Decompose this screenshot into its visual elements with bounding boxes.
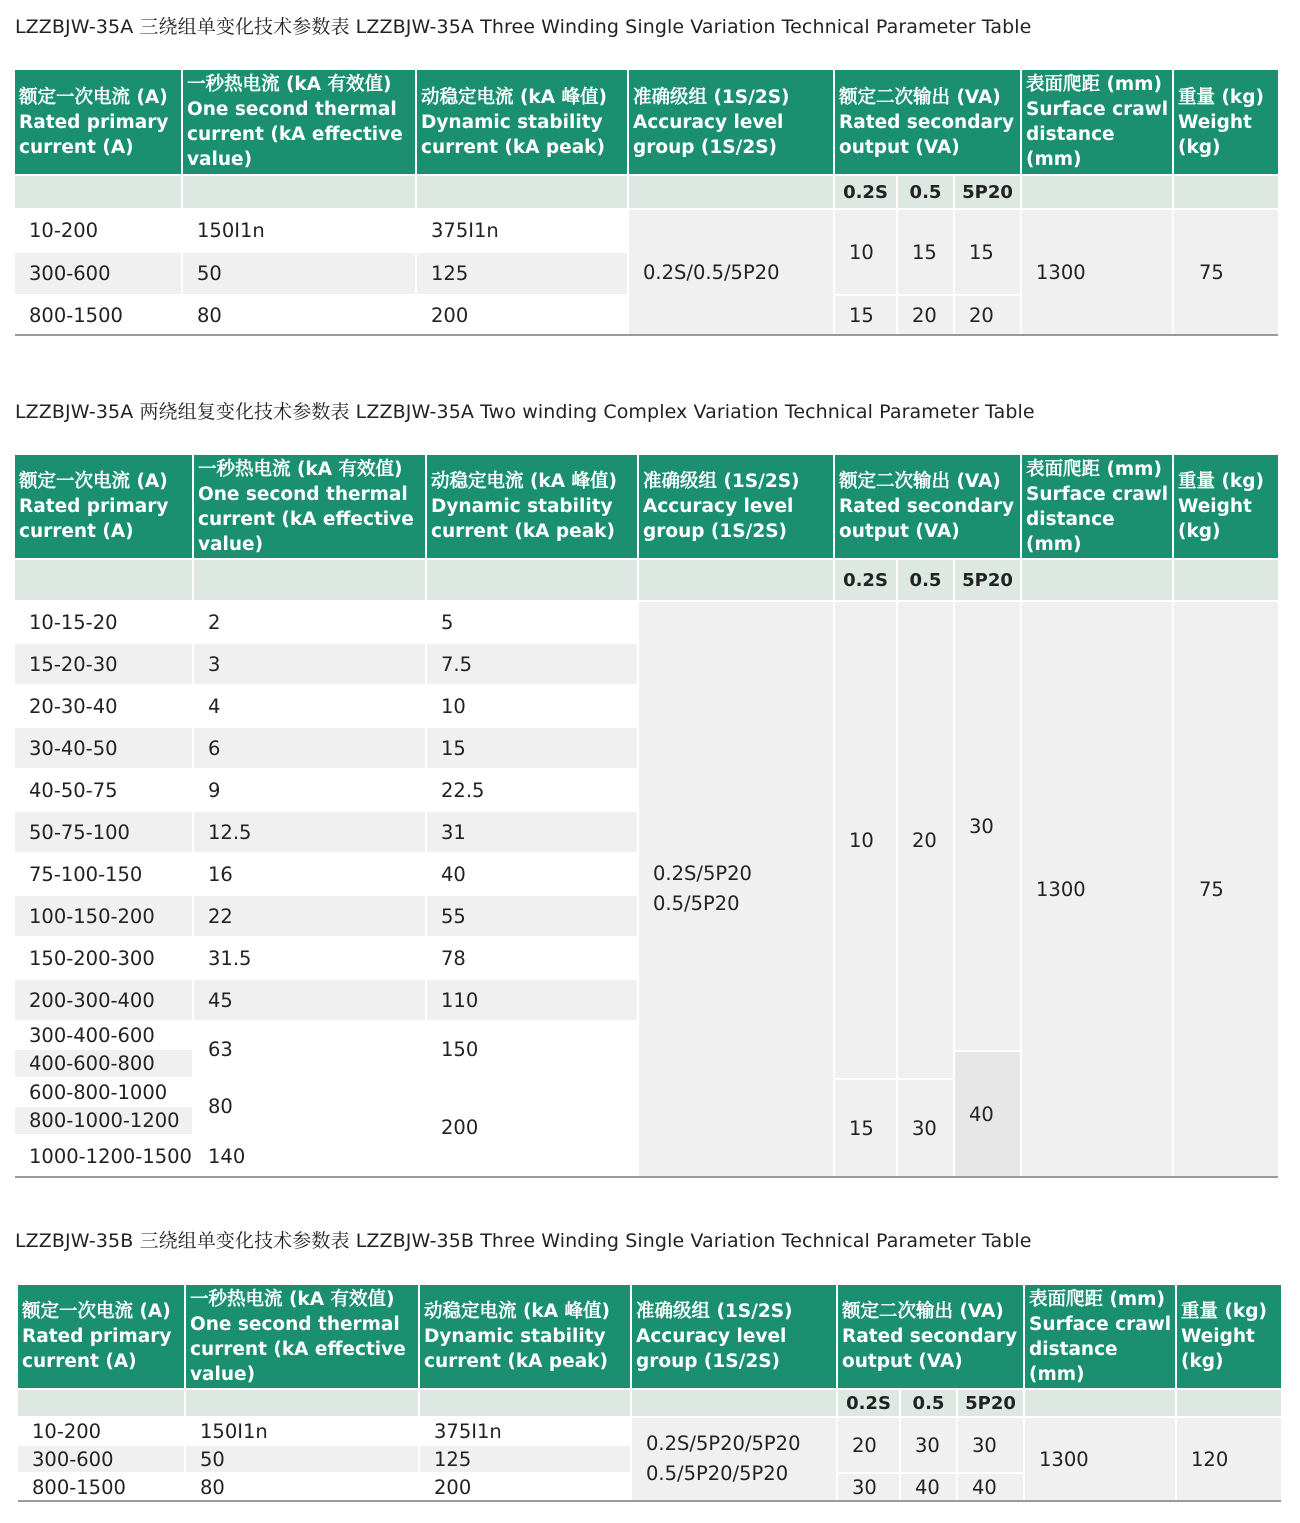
output-5p20: 30 — [955, 602, 1020, 1050]
output-5p20: 30 — [958, 1418, 1023, 1472]
row-current: 75-100-150 — [15, 854, 192, 894]
row-thermal: 63 — [194, 1022, 425, 1077]
header-rated-primary-current — [15, 455, 192, 558]
row-thermal: 50 — [186, 1446, 418, 1472]
header-label: 动稳定电流 (kA 峰值) Dynamic stability current (kA peak) — [431, 471, 617, 542]
header-label: 表面爬距 (mm) Surface crawl distance (mm) — [1029, 1288, 1172, 1385]
subheader-0-2s: 0.2S — [835, 560, 896, 600]
table-bottom-rule — [18, 1500, 1281, 1502]
header-label: 重量 (kg) Weight (kg) — [1181, 1301, 1267, 1372]
row-current: 10-15-20 — [15, 602, 192, 642]
row-dynamic: 78 — [427, 938, 637, 978]
row-current: 50-75-100 — [15, 812, 192, 852]
header-label: 额定二次输出 (VA) Rated secondary output (VA) — [842, 1301, 1018, 1372]
header-label: 一秒热电流 (kA 有效值) One second thermal current (kA effective value) — [187, 74, 403, 170]
row-current: 15-20-30 — [15, 644, 192, 684]
output-0-2s: 10 — [835, 602, 896, 1078]
row-thermal: 45 — [194, 980, 425, 1020]
row-thermal: 50 — [183, 253, 415, 294]
weight-value: 75 — [1174, 602, 1278, 1176]
header-label: 额定一次电流 (A) Rated primary current (A) — [19, 471, 169, 542]
output-5p20: 40 — [958, 1474, 1023, 1500]
row-thermal: 12.5 — [194, 812, 425, 852]
row-current: 300-600 — [18, 1446, 184, 1472]
subheader-blank — [186, 1390, 418, 1416]
header-accuracy-group — [632, 1285, 836, 1388]
header-label: 重量 (kg) Weight (kg) — [1178, 471, 1264, 542]
table-bottom-rule — [15, 334, 1278, 336]
header-weight — [1174, 455, 1278, 558]
header-label: 准确级组 (1S/2S) Accuracy level group (1S/2S) — [643, 471, 800, 542]
output-0-2s: 20 — [838, 1418, 899, 1472]
header-label: 准确级组 (1S/2S) Accuracy level group (1S/2S) — [633, 86, 790, 158]
row-thermal: 3 — [194, 644, 425, 684]
accuracy-line: 0.2S/5P20 — [653, 862, 752, 885]
row-current: 800-1000-1200 — [15, 1107, 192, 1134]
row-dynamic: 125 — [420, 1446, 630, 1472]
header-rated-primary-current — [15, 70, 181, 174]
row-thermal: 80 — [183, 296, 415, 334]
output-0-5: 40 — [901, 1474, 956, 1500]
table-bottom-rule — [15, 1176, 1278, 1178]
accuracy-value: 0.2S/0.5/5P20 — [629, 210, 833, 334]
row-current: 100-150-200 — [15, 896, 192, 936]
subheader-blank — [417, 176, 627, 208]
table1-title: LZZBJW-35A 三绕组单变化技术参数表 LZZBJW-35A Three Winding Single Variation Technical Parameter Table — [15, 16, 1032, 38]
subheader-blank — [1174, 176, 1278, 208]
header-secondary-output — [835, 455, 1020, 558]
header-creep-distance — [1022, 455, 1172, 558]
accuracy-line: 0.2S/5P20/5P20 — [646, 1432, 801, 1455]
row-current: 300-600 — [15, 253, 181, 294]
row-dynamic: 40 — [427, 854, 637, 894]
subheader-blank — [1025, 1390, 1175, 1416]
subheader-5p20: 5P20 — [955, 560, 1020, 600]
output-0-2s: 10 — [835, 210, 896, 294]
row-dynamic: 15 — [427, 728, 637, 768]
subheader-0-5: 0.5 — [898, 176, 953, 208]
output-0-5: 15 — [898, 210, 953, 294]
row-dynamic: 7.5 — [427, 644, 637, 684]
row-current: 300-400-600 — [15, 1022, 192, 1049]
subheader-blank — [632, 1390, 836, 1416]
header-label: 一秒热电流 (kA 有效值) One second thermal current (kA effective value) — [190, 1288, 406, 1385]
header-thermal-current — [194, 455, 425, 558]
row-current: 800-1500 — [15, 296, 181, 334]
header-creep-distance — [1025, 1285, 1175, 1388]
header-accuracy-group — [639, 455, 833, 558]
subheader-blank — [1022, 560, 1172, 600]
row-current: 600-800-1000 — [15, 1079, 192, 1106]
header-label: 一秒热电流 (kA 有效值) One second thermal current (kA effective value) — [198, 458, 414, 555]
row-dynamic: 5 — [427, 602, 637, 642]
row-current: 40-50-75 — [15, 770, 192, 810]
subheader-blank — [420, 1390, 630, 1416]
header-weight — [1174, 70, 1278, 174]
header-label: 额定一次电流 (A) Rated primary current (A) — [22, 1301, 172, 1372]
subheader-0-2s: 0.2S — [835, 176, 896, 208]
output-0-5: 30 — [898, 1080, 953, 1176]
output-0-2s: 15 — [835, 1080, 896, 1176]
row-current: 20-30-40 — [15, 686, 192, 726]
subheader-0-2s: 0.2S — [838, 1390, 899, 1416]
output-0-2s: 15 — [835, 296, 896, 334]
header-label: 准确级组 (1S/2S) Accuracy level group (1S/2S) — [636, 1301, 793, 1372]
weight-value: 75 — [1174, 210, 1278, 334]
subheader-blank — [427, 560, 637, 600]
output-5p20: 15 — [955, 210, 1020, 294]
subheader-blank — [1022, 176, 1172, 208]
subheader-5p20: 5P20 — [955, 176, 1020, 208]
row-dynamic: 125 — [417, 253, 627, 294]
row-current: 200-300-400 — [15, 980, 192, 1020]
weight-value: 120 — [1177, 1418, 1281, 1500]
accuracy-value — [632, 1418, 836, 1500]
row-thermal: 4 — [194, 686, 425, 726]
row-thermal: 9 — [194, 770, 425, 810]
row-current: 150-200-300 — [15, 938, 192, 978]
header-thermal-current — [183, 70, 415, 174]
table3-title: LZZBJW-35B 三绕组单变化技术参数表 LZZBJW-35B Three Winding Single Variation Technical Parameter Table — [15, 1230, 1032, 1252]
row-thermal: 2 — [194, 602, 425, 642]
subheader-blank — [18, 1390, 184, 1416]
subheader-blank — [183, 176, 415, 208]
row-dynamic: 200 — [417, 296, 627, 334]
output-5p20: 40 — [955, 1052, 1020, 1176]
header-label: 表面爬距 (mm) Surface crawl distance (mm) — [1026, 74, 1169, 170]
subheader-5p20: 5P20 — [958, 1390, 1023, 1416]
row-thermal: 16 — [194, 854, 425, 894]
subheader-blank — [1177, 1390, 1281, 1416]
subheader-blank — [194, 560, 425, 600]
subheader-blank — [639, 560, 833, 600]
row-current: 10-200 — [18, 1418, 184, 1444]
header-label: 额定一次电流 (A) Rated primary current (A) — [19, 86, 169, 158]
row-current: 1000-1200-1500 — [15, 1136, 192, 1176]
accuracy-line: 0.5/5P20 — [653, 892, 740, 915]
row-current: 10-200 — [15, 210, 181, 251]
row-dynamic: 375I1n — [417, 210, 627, 251]
row-thermal: 80 — [194, 1079, 425, 1134]
header-secondary-output — [835, 70, 1020, 174]
header-label: 动稳定电流 (kA 峰值) Dynamic stability current (kA peak) — [421, 86, 607, 158]
header-dynamic-current — [427, 455, 637, 558]
row-thermal: 31.5 — [194, 938, 425, 978]
row-dynamic: 22.5 — [427, 770, 637, 810]
header-label: 额定二次输出 (VA) Rated secondary output (VA) — [839, 86, 1015, 158]
row-thermal: 22 — [194, 896, 425, 936]
header-weight — [1177, 1285, 1281, 1388]
row-dynamic: 55 — [427, 896, 637, 936]
subheader-blank — [15, 560, 192, 600]
row-dynamic: 31 — [427, 812, 637, 852]
creep-value: 1300 — [1022, 602, 1172, 1176]
output-0-5: 20 — [898, 602, 953, 1078]
header-accuracy-group — [629, 70, 833, 174]
accuracy-line: 0.5/5P20/5P20 — [646, 1462, 789, 1485]
row-current: 400-600-800 — [15, 1050, 192, 1077]
accuracy-value — [639, 602, 833, 1176]
output-0-5: 20 — [898, 296, 953, 334]
row-dynamic: 200 — [420, 1474, 630, 1500]
header-creep-distance — [1022, 70, 1172, 174]
table2-title: LZZBJW-35A 两绕组复变化技术参数表 LZZBJW-35A Two winding Complex Variation Technical Parameter Table — [15, 401, 1035, 423]
row-thermal: 6 — [194, 728, 425, 768]
header-dynamic-current — [417, 70, 627, 174]
header-thermal-current — [186, 1285, 418, 1388]
header-label: 表面爬距 (mm) Surface crawl distance (mm) — [1026, 458, 1169, 555]
row-current: 30-40-50 — [15, 728, 192, 768]
output-0-2s: 30 — [838, 1474, 899, 1500]
row-dynamic: 150 — [427, 1022, 637, 1077]
output-5p20: 20 — [955, 296, 1020, 334]
row-current: 800-1500 — [18, 1474, 184, 1500]
creep-value: 1300 — [1025, 1418, 1175, 1500]
row-thermal: 150I1n — [186, 1418, 418, 1444]
subheader-blank — [1174, 560, 1278, 600]
subheader-blank — [15, 176, 181, 208]
row-thermal: 140 — [194, 1136, 425, 1176]
header-label: 额定二次输出 (VA) Rated secondary output (VA) — [839, 471, 1015, 542]
output-0-5: 30 — [901, 1418, 956, 1472]
subheader-blank — [629, 176, 833, 208]
header-secondary-output — [838, 1285, 1023, 1388]
subheader-0-5: 0.5 — [901, 1390, 956, 1416]
row-dynamic: 10 — [427, 686, 637, 726]
subheader-0-5: 0.5 — [898, 560, 953, 600]
row-dynamic: 110 — [427, 980, 637, 1020]
header-rated-primary-current — [18, 1285, 184, 1388]
header-dynamic-current — [420, 1285, 630, 1388]
row-thermal: 80 — [186, 1474, 418, 1500]
header-label: 动稳定电流 (kA 峰值) Dynamic stability current (kA peak) — [424, 1301, 610, 1372]
header-label: 重量 (kg) Weight (kg) — [1178, 86, 1264, 158]
creep-value: 1300 — [1022, 210, 1172, 334]
row-dynamic: 375I1n — [420, 1418, 630, 1444]
row-dynamic: 200 — [427, 1079, 637, 1176]
row-thermal: 150I1n — [183, 210, 415, 251]
